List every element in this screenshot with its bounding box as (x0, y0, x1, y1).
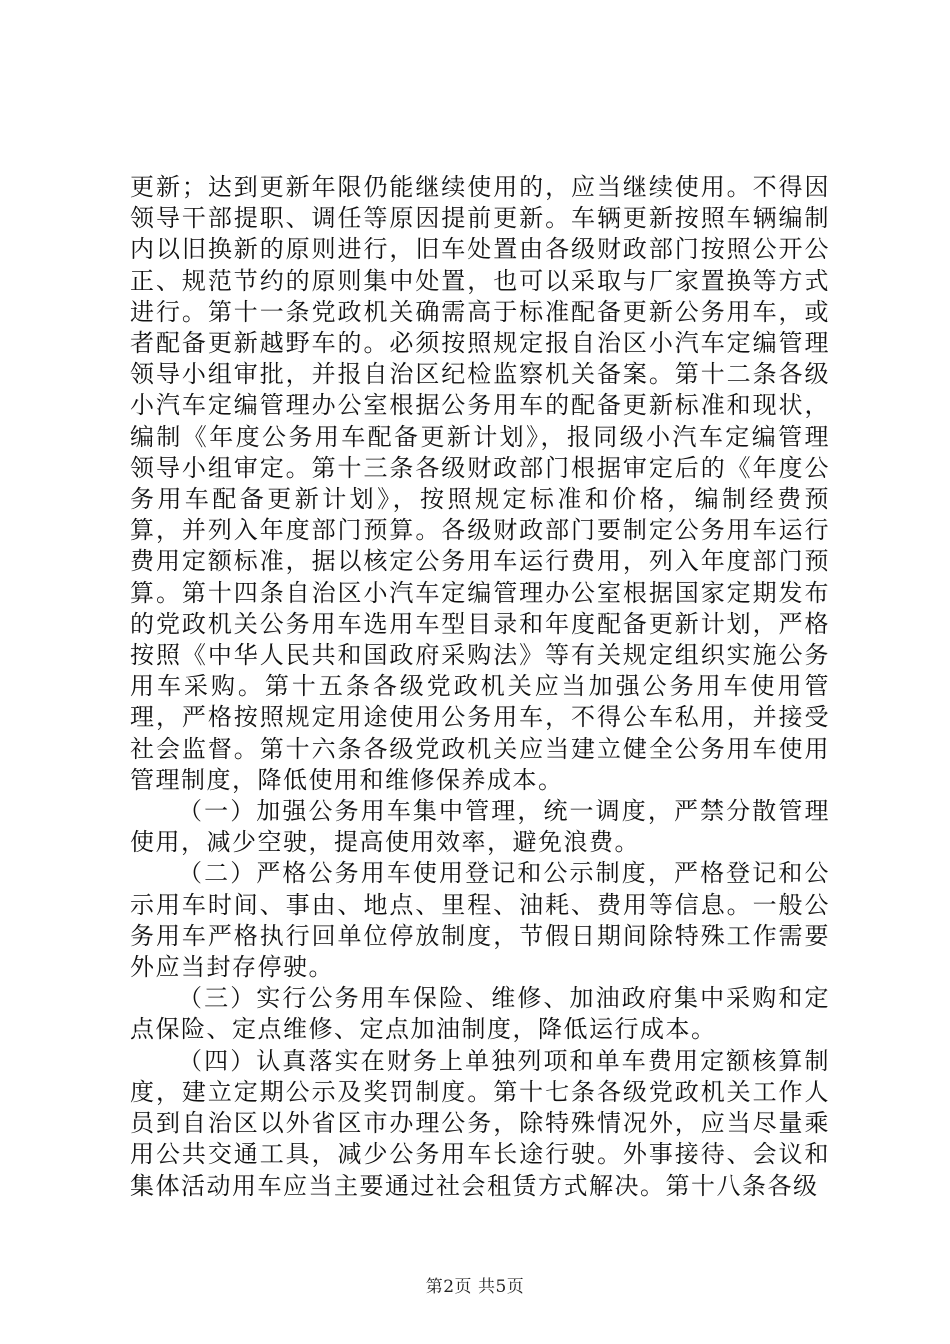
paragraph-vehicle-renewal-rules: 更新；达到更新年限仍能继续使用的，应当继续使用。不得因领导干部提职、调任等原因提前更新。车辆更新按照车辆编制内以旧换新的原则进行，旧车处置由各级财政部门按照公开公正、规范节约的原则集中处置，也可以采取与厂家置换等方式进行。第十一条党政机关确需高于标准配备更新公务用车，或者配备更新越野车的。必须按照规定报自治区小汽车定编管理领导小组审批，并报自治区纪检监察机关备案。第十二条各级小汽车定编管理办公室根据公务用车的配备更新标准和现状，编制《年度公务用车配备更新计划》，报同级小汽车定编管理领导小组审定。第十三条各级财政部门根据审定后的《年度公务用车配备更新计划》，按照规定标准和价格，编制经费预算，并列入年度部门预算。各级财政部门要制定公务用车运行费用定额标准，据以核定公务用车运行费用，列入年度部门预算。第十四条自治区小汽车定编管理办公室根据国家定期发布的党政机关公务用车选用车型目录和年度配备更新计划，严格按照《中华人民共和国政府采购法》等有关规定组织实施公务用车采购。第十五条各级党政机关应当加强公务用车使用管理，严格按照规定用途使用公务用车，不得公车私用，并接受社会监督。第十六条各级党政机关应当建立健全公务用车使用管理制度，降低使用和维修保养成本。 (130, 173, 830, 794)
page-number-footer: 第2页 共5页 (425, 1277, 525, 1297)
paragraph-item-3: （三）实行公务用车保险、维修、加油政府集中采购和定点保险、定点维修、定点加油制度，降低运行成本。 (130, 984, 830, 1044)
paragraph-item-1: （一）加强公务用车集中管理，统一调度，严禁分散管理使用，减少空驶，提高使用效率，避免浪费。 (130, 797, 830, 857)
paragraph-item-4: （四）认真落实在财务上单独列项和单车费用定额核算制度，建立定期公示及奖罚制度。第十七条各级党政机关工作人员到自治区以外省区市办理公务，除特殊情况外，应当尽量乘用公共交通工具，减少公务用车长途行驶。外事接待、会议和集体活动用车应当主要通过社会租赁方式解决。第十八条各级 (130, 1046, 830, 1200)
document-body (130, 172, 830, 1202)
paragraph-item-2: （二）严格公务用车使用登记和公示制度，严格登记和公示用车时间、事由、地点、里程、油耗、费用等信息。一般公务用车严格执行回单位停放制度，节假日期间除特殊工作需要外应当封存停驶。 (130, 859, 830, 982)
